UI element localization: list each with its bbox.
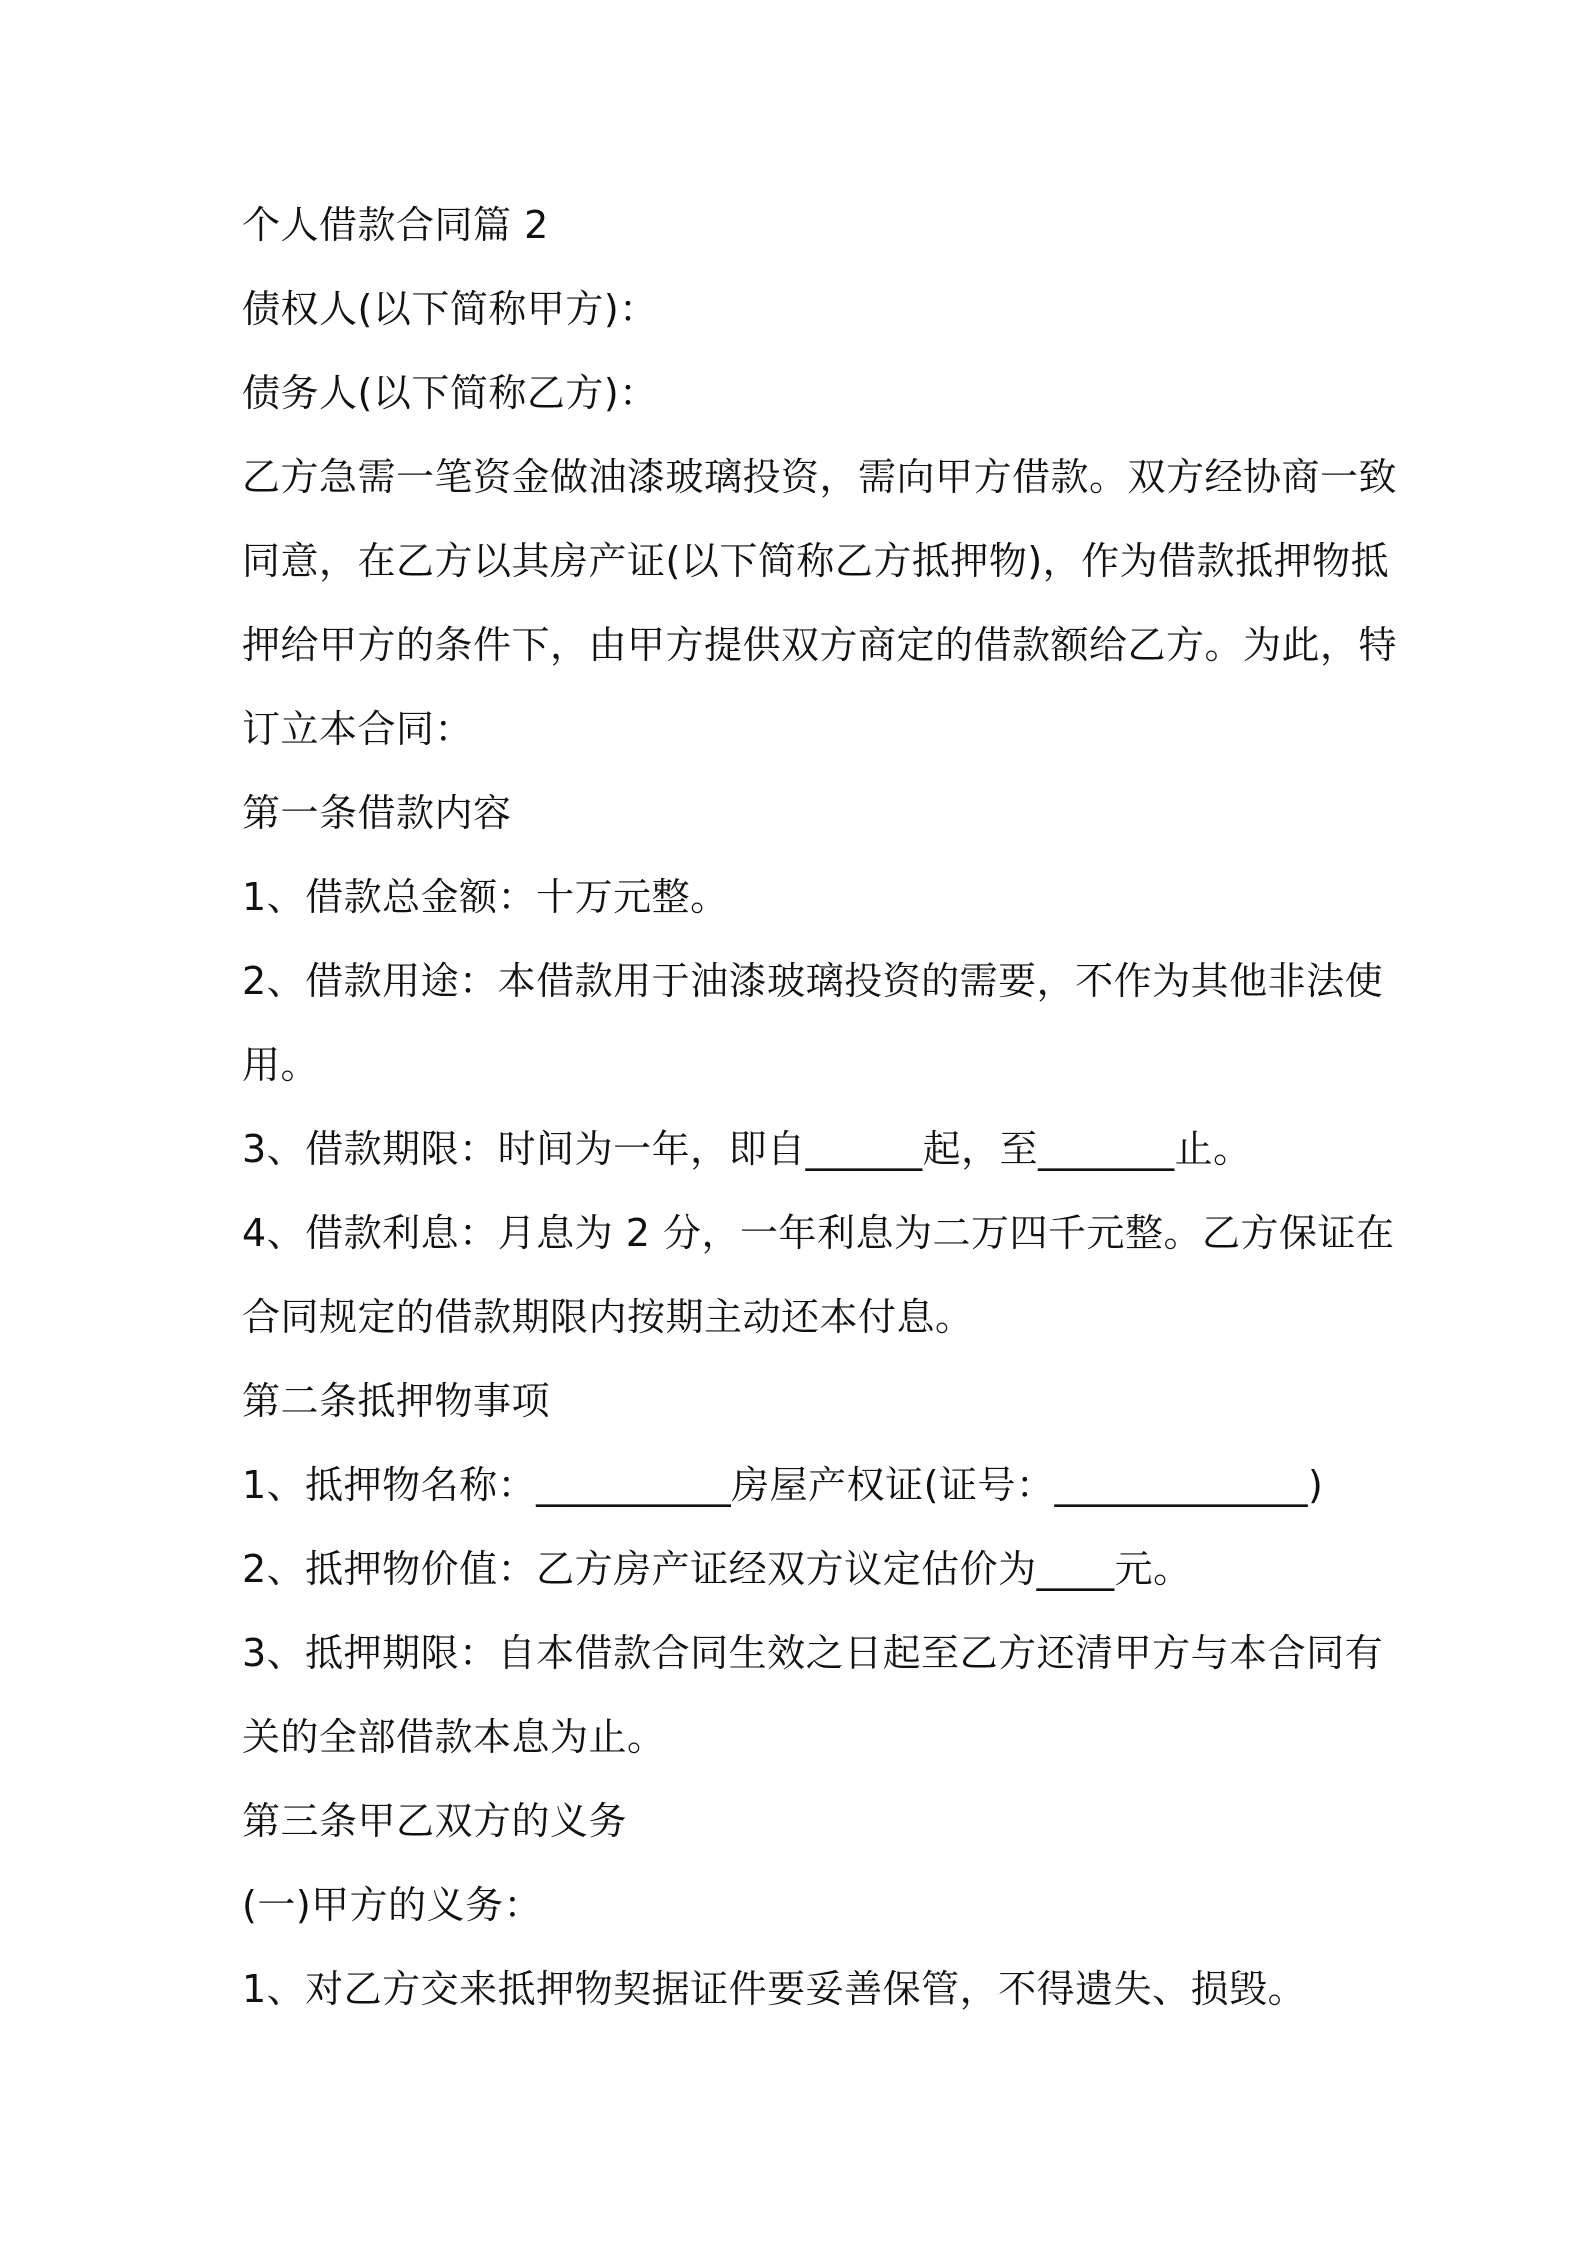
article-2-item-3: 3、抵押期限：自本借款合同生效之日起至乙方还清甲方与本合同有 [242, 1631, 1384, 1675]
article-2-item-1: 1、抵押物名称：__________房屋产权证(证号：_____________) [242, 1463, 1324, 1507]
article-1-item-3: 3、借款期限：时间为一年，即自______起，至_______止。 [242, 1127, 1252, 1171]
article-2-item-2: 2、抵押物价值：乙方房产证经双方议定估价为____元。 [242, 1547, 1192, 1591]
article-1-heading: 第一条借款内容 [242, 791, 512, 835]
article-1-item-4-cont: 合同规定的借款期限内按期主动还本付息。 [242, 1295, 974, 1339]
document-title: 个人借款合同篇 2 [242, 203, 549, 247]
article-2-heading: 第二条抵押物事项 [242, 1379, 551, 1423]
preamble-line-1: 乙方急需一笔资金做油漆玻璃投资，需向甲方借款。双方经协商一致 [242, 455, 1398, 499]
article-1-item-4: 4、借款利息：月息为 2 分，一年利息为二万四千元整。乙方保证在 [242, 1211, 1395, 1255]
article-1-item-2-cont: 用。 [242, 1043, 320, 1087]
preamble-line-3: 押给甲方的条件下，由甲方提供双方商定的借款额给乙方。为此，特 [242, 623, 1398, 667]
article-3-heading: 第三条甲乙双方的义务 [242, 1799, 628, 1843]
creditor-line: 债权人(以下简称甲方)： [242, 287, 658, 331]
article-2-item-3-cont: 关的全部借款本息为止。 [242, 1715, 666, 1759]
party-a-obligation-1: 1、对乙方交来抵押物契据证件要妥善保管，不得遗失、损毁。 [242, 1967, 1307, 2011]
article-1-item-2: 2、借款用途：本借款用于油漆玻璃投资的需要，不作为其他非法使 [242, 959, 1384, 1003]
preamble-line-4: 订立本合同： [242, 707, 474, 751]
debtor-line: 债务人(以下简称乙方)： [242, 371, 658, 415]
party-a-obligations-heading: (一)甲方的义务： [242, 1883, 543, 1927]
preamble-line-2: 同意，在乙方以其房产证(以下简称乙方抵押物)，作为借款抵押物抵 [242, 539, 1390, 583]
article-1-item-1: 1、借款总金额：十万元整。 [242, 875, 729, 919]
